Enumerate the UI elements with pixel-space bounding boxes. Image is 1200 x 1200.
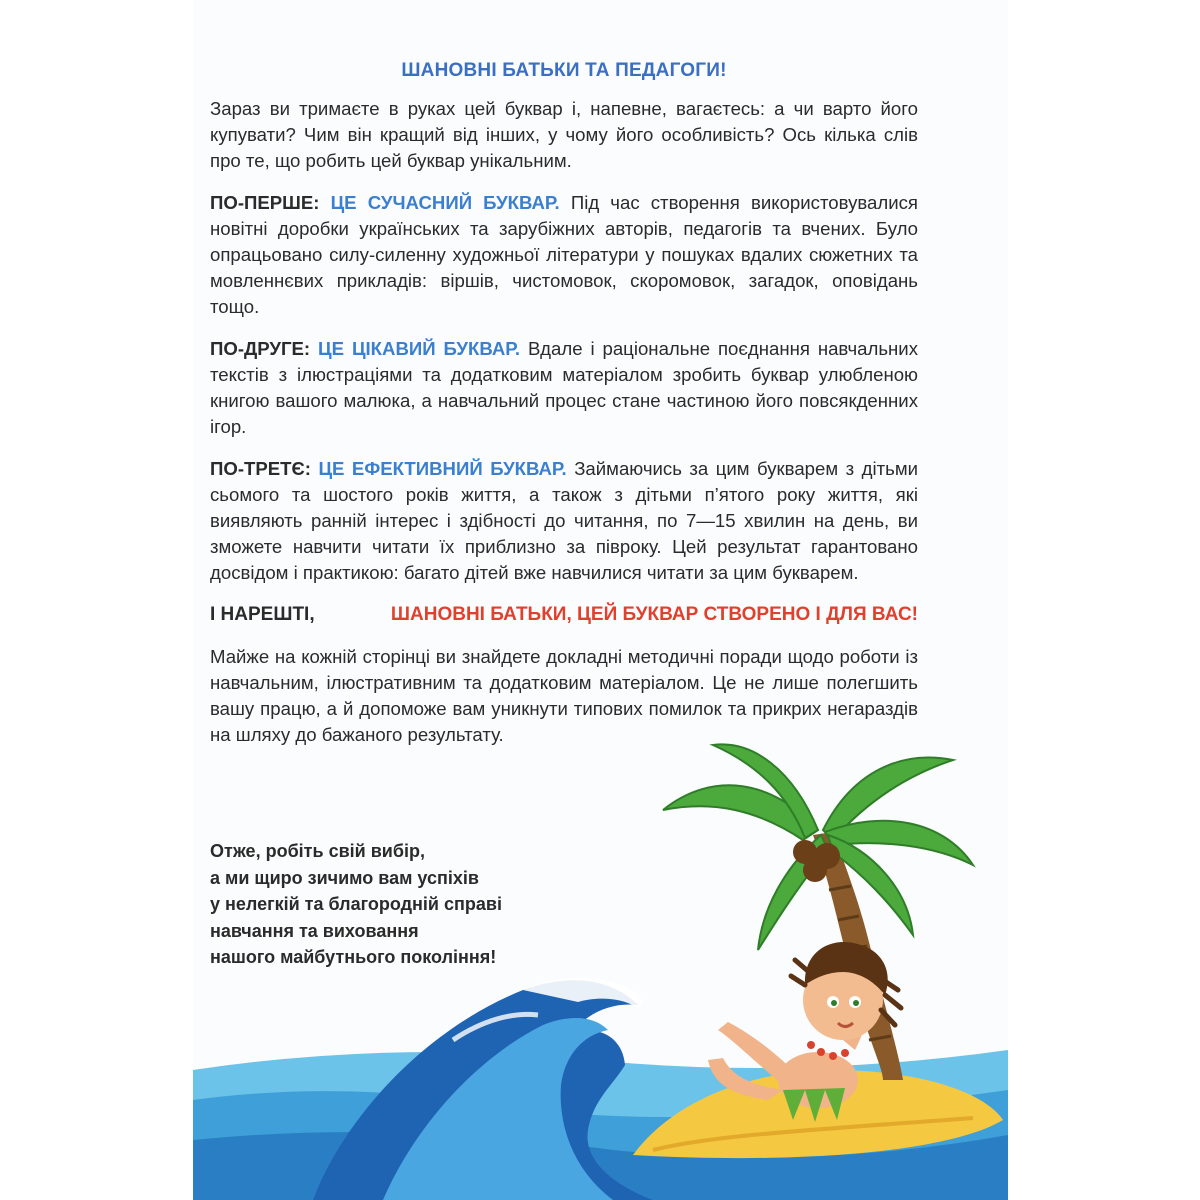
section-highlight: ЦЕ ЦІКАВИЙ БУКВАР. — [318, 338, 521, 359]
final-heading — [210, 602, 918, 628]
section-lead: ПО-ПЕРШЕ: — [210, 192, 320, 213]
content — [210, 58, 918, 764]
closing-line: навчання та виховання — [210, 920, 419, 941]
final-paragraph: Майже на кожній сторінці ви знайдете докладні методичні поради щодо роботи із навчальним, ілюстративним та додатковим матеріалом. Це не лише полегшить вашу працю, а й допоможе вам уникнути типових помилок та прикрих негараздів на шляху до бажаного результату. — [210, 646, 918, 745]
section-first — [210, 190, 918, 320]
section-lead: ПО-ТРЕТЄ: — [210, 458, 311, 479]
section-highlight: ЦЕ ЕФЕКТИВНИЙ БУКВАР. — [318, 458, 567, 479]
section-text: Займаючись за цим букварем з дітьми сьомого та шостого років життя, а також з дітьми п’ятого року життя, які виявляють ранній інтерес і здібності до читання, по 7—15 хвилин на день, ви зможете навчити читати їх приблизно за півроку. Цей результат гарантовано досвідом і практикою: багато дітей вже навчилися читати за цим букварем. — [210, 458, 918, 583]
section-second — [210, 336, 918, 440]
section-third — [210, 456, 918, 586]
palm-island-boy-illustration — [193, 740, 1008, 1200]
final-highlight: ШАНОВНІ БАТЬКИ, ЦЕЙ БУКВАР СТВОРЕНО І ДЛЯ ВАС! — [390, 604, 918, 625]
section-text: Вдале і раціональне поєднання навчальних текстів з ілюстраціями та додатковим матеріалом зробить буквар улюбленою книгою вашого малюка, а навчальний процес стане частиною його повсякденних ігор. — [210, 338, 918, 437]
intro-paragraph: Зараз ви тримаєте в руках цей буквар і, напевне, вагаєтесь: а чи варто його купувати? Чим він кращий від інших, у чому його особливість? Ось кілька слів про те, що робить цей буквар унікальним. — [210, 98, 918, 171]
section-highlight: ЦЕ СУЧАСНИЙ БУКВАР. — [330, 192, 560, 213]
page — [193, 0, 1008, 1200]
closing-line: а ми щиро зичимо вам успіхів — [210, 867, 479, 888]
page-title: ШАНОВНІ БАТЬКИ ТА ПЕДАГОГИ! — [401, 60, 727, 81]
closing-line: у нелегкій та благородній справі — [210, 894, 502, 914]
closing-line: нашого майбутнього покоління! — [210, 947, 497, 967]
section-lead: ПО-ДРУГЕ: — [210, 338, 311, 359]
section-text: Під час створення використовувалися новітні доробки українських та зарубіжних авторів, педагогів та вчених. Було опрацьовано силу-силенну художньої літератури у пошуках вдалих сюжетних та мовленнєвих прикладів: віршів, чистомовок, скоромовок, загадок, оповідань тощо. — [210, 192, 918, 317]
closing-line: Отже, робіть свій вибір, — [210, 841, 425, 861]
final-lead: І НАРЕШТІ, — [210, 604, 315, 625]
